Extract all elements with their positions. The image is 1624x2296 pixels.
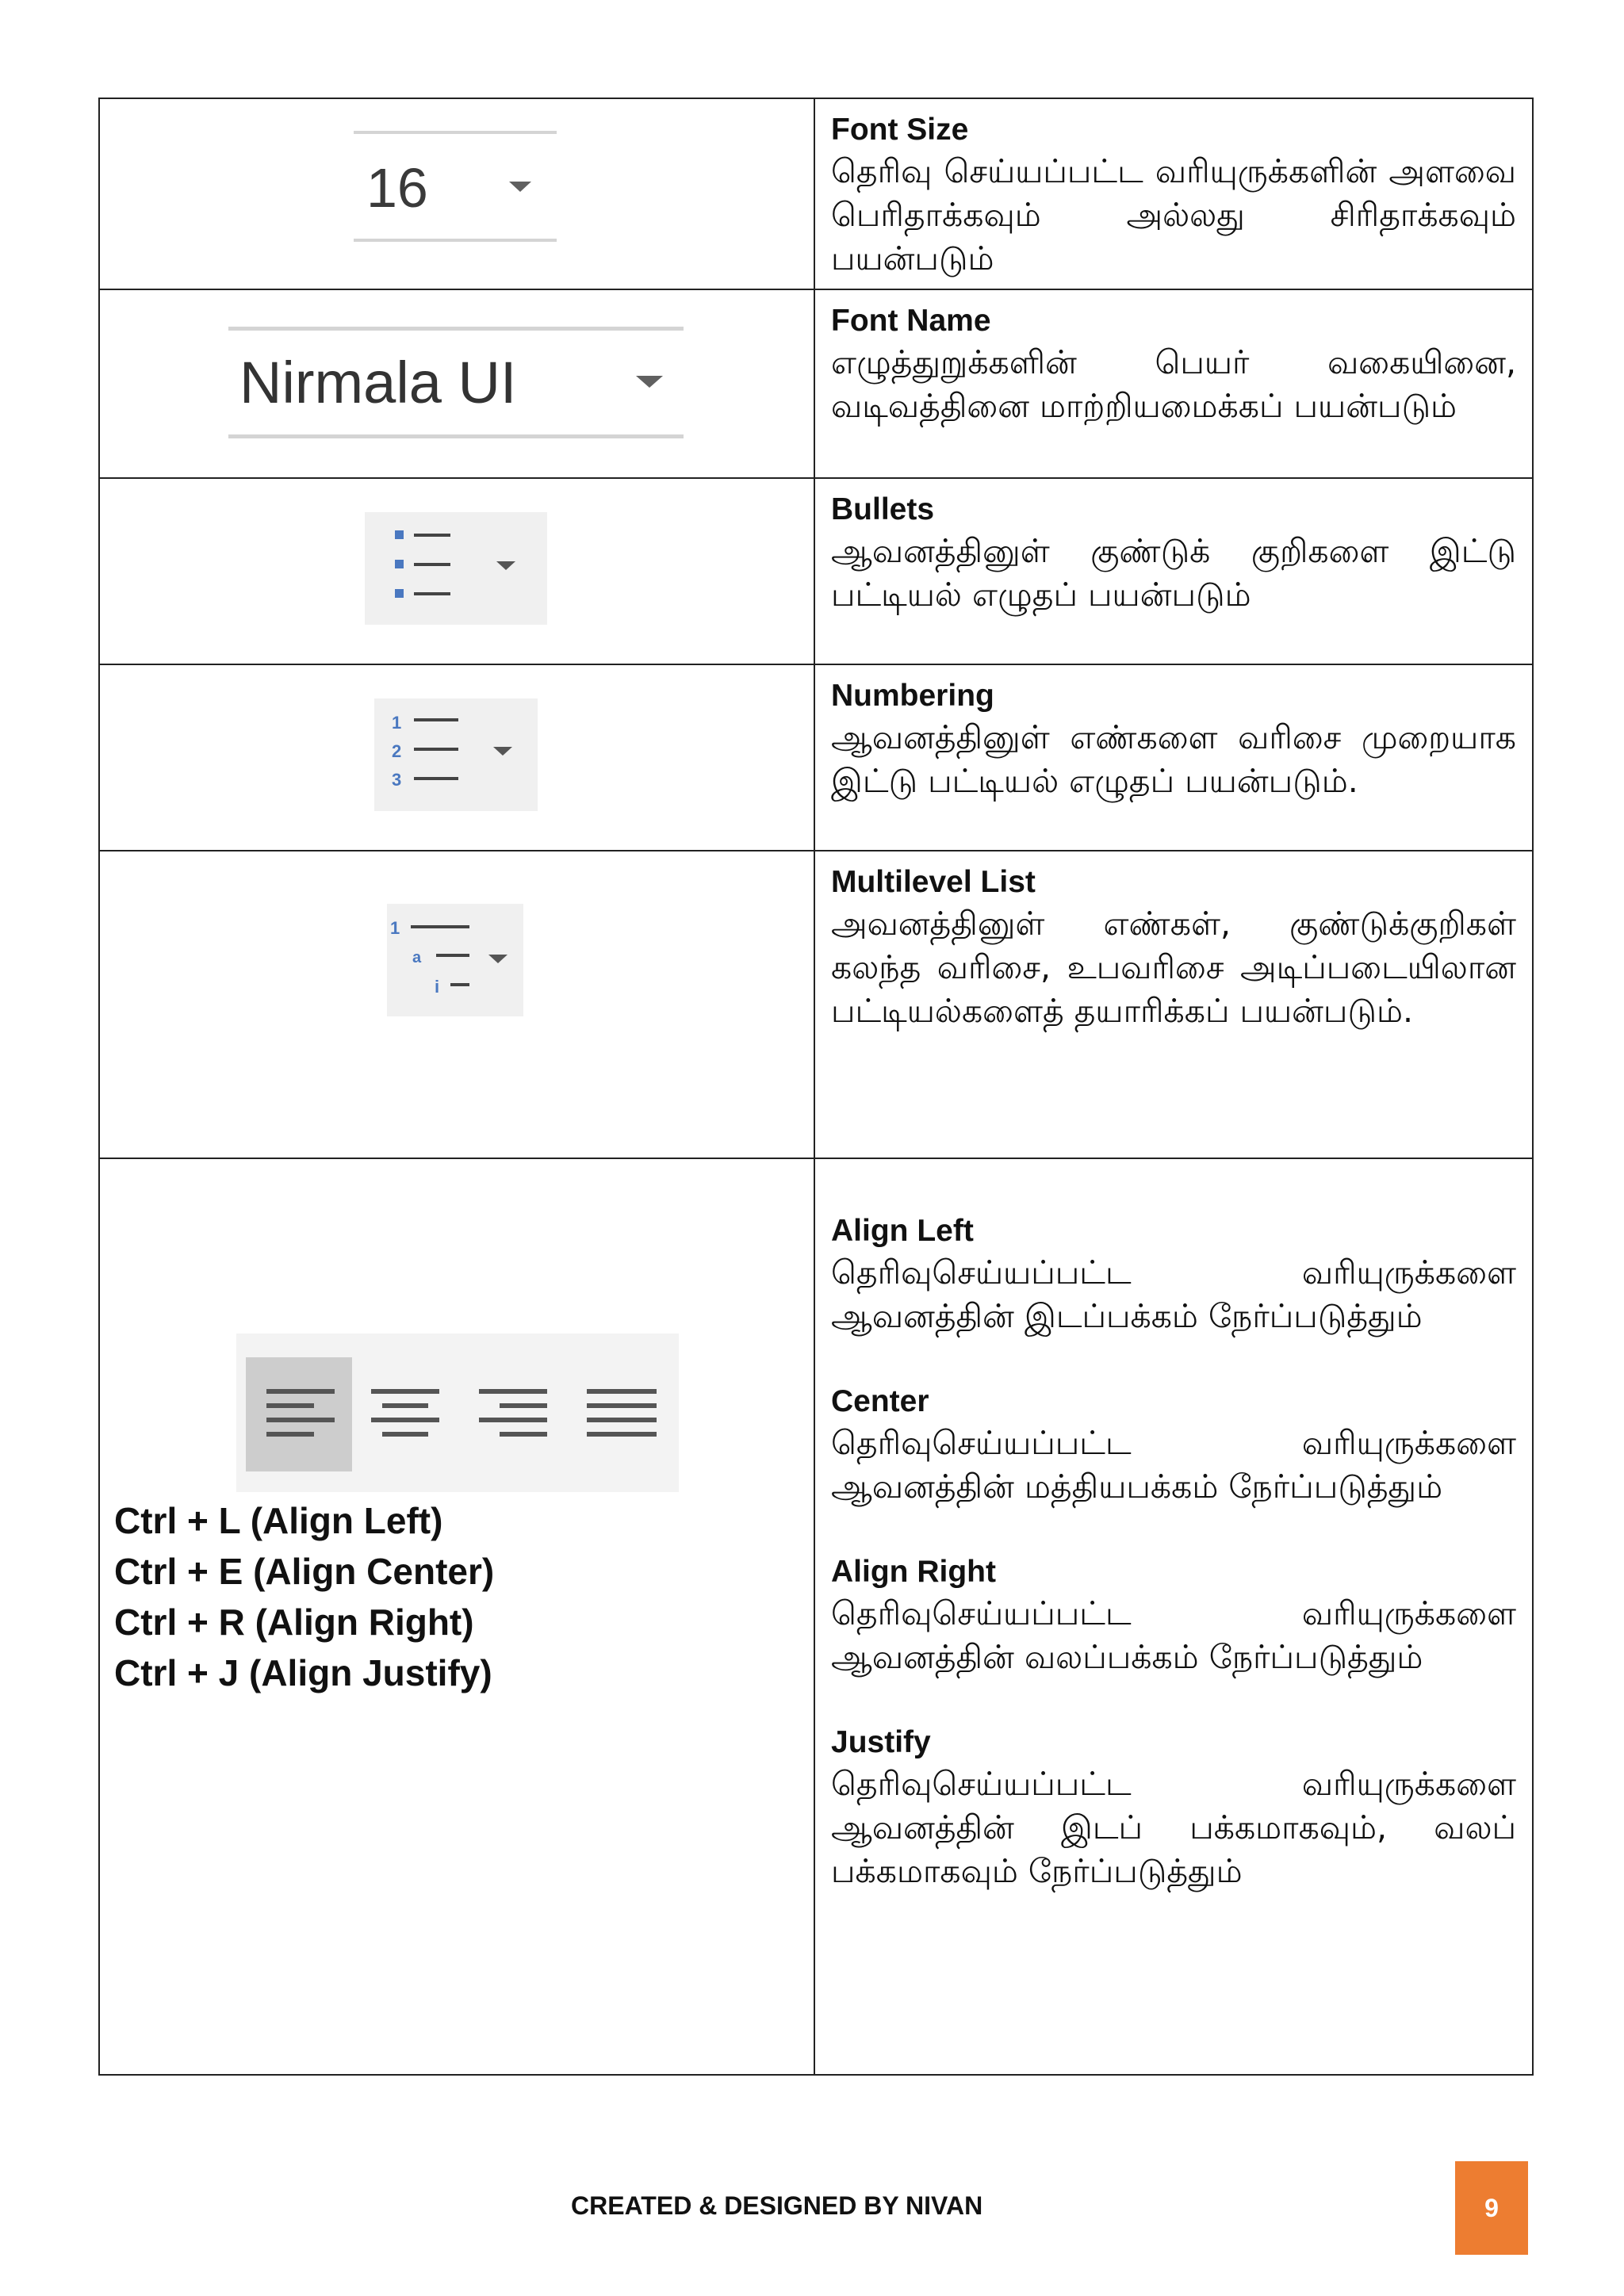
align-right-button[interactable] <box>462 1357 568 1471</box>
align-left-icon <box>246 1357 352 1471</box>
row-description: ஆவனத்தினுள் குண்டுக் குறிகளை இட்டு பட்டியல் எழுதப் பயன்படும் <box>831 532 1516 614</box>
table-row <box>99 1158 1533 2075</box>
svg-text:1: 1 <box>392 713 402 733</box>
justify-button[interactable] <box>569 1357 676 1471</box>
align-left-description: தெரிவுசெய்யப்பட்ட வரியுருக்களை ஆவனத்தின் இடப்பக்கம் நேர்ப்படுத்தும் <box>831 1253 1516 1335</box>
center-description: தெரிவுசெய்யப்பட்ட வரியுருக்களை ஆவனத்தின் மத்தியபக்கம் நேர்ப்படுத்தும் <box>831 1424 1516 1506</box>
svg-text:a: a <box>412 949 422 966</box>
row-description: அவனத்தினுள் எண்கள், குண்டுக்குறிகள் கலந்த வரிசை, உபவரிசை அடிப்படையிலான பட்டியல்களைத் தயாரிக்கப் பயன்படும். <box>831 905 1516 1030</box>
svg-text:1: 1 <box>390 918 400 938</box>
multilevel-list-icon[interactable] <box>387 904 523 1016</box>
row-title: Font Size <box>831 113 969 147</box>
footer-credit: CREATED & DESIGNED BY NIVAN <box>571 2191 983 2220</box>
page-number: 9 <box>1455 2161 1528 2255</box>
formatting-table <box>98 98 1534 2076</box>
bullets-icon[interactable] <box>365 512 547 625</box>
align-center-button[interactable] <box>354 1357 460 1471</box>
align-right-icon <box>462 1357 568 1471</box>
align-right-description: தெரிவுசெய்யப்பட்ட வரியுருக்களை ஆவனத்தின் வலப்பக்கம் நேர்ப்படுத்தும் <box>831 1594 1516 1676</box>
align-left-title: Align Left <box>831 1214 974 1248</box>
align-left-button[interactable] <box>246 1357 352 1471</box>
row-description: தெரிவு செய்யப்பட்ட வரியுருக்களின் அளவை பெரிதாக்கவும் அல்லது சிரிதாக்கவும் பயன்படும் <box>831 152 1516 277</box>
justify-description: தெரிவுசெய்யப்பட்ட வரியுருக்களை ஆவனத்தின் இடப் பக்கமாகவும், வலப் பக்கமாகவும் நேர்ப்படுத்தும் <box>831 1765 1516 1890</box>
shortcut-align-left: Ctrl + L (Align Left) <box>114 1500 443 1541</box>
table-row <box>99 289 1533 478</box>
row-title: Font Name <box>831 304 991 338</box>
font-name-value: Nirmala UI <box>239 350 517 415</box>
chevron-down-icon <box>509 182 531 192</box>
chevron-down-icon <box>636 376 663 388</box>
table-row <box>99 478 1533 664</box>
font-size-dropdown[interactable] <box>354 131 557 242</box>
shortcut-align-center: Ctrl + E (Align Center) <box>114 1551 495 1592</box>
row-title: Numbering <box>831 679 994 713</box>
row-title: Bullets <box>831 492 935 526</box>
table-row <box>99 98 1533 289</box>
svg-text:2: 2 <box>392 741 402 761</box>
alignment-toolbar <box>236 1334 679 1492</box>
justify-title: Justify <box>831 1725 931 1759</box>
table-row <box>99 851 1533 1158</box>
font-name-dropdown[interactable] <box>228 327 684 446</box>
row-description: எழுத்துறுக்களின் பெயர் வகையினை, வடிவத்தினை மாற்றியமைக்கப் பயன்படும் <box>831 343 1516 425</box>
shortcut-align-right: Ctrl + R (Align Right) <box>114 1601 474 1643</box>
align-center-icon <box>354 1357 460 1471</box>
row-title: Multilevel List <box>831 865 1036 899</box>
font-size-value: 16 <box>366 157 428 219</box>
row-description: ஆவனத்தினுள் எண்களை வரிசை முறையாக இட்டு பட்டியல் எழுதப் பயன்படும். <box>831 718 1516 800</box>
table-row <box>99 664 1533 851</box>
shortcut-align-justify: Ctrl + J (Align Justify) <box>114 1652 492 1693</box>
svg-text:3: 3 <box>392 770 402 790</box>
justify-icon <box>569 1357 676 1471</box>
align-right-title: Align Right <box>831 1555 996 1589</box>
center-title: Center <box>831 1384 929 1418</box>
keyboard-shortcuts <box>114 1495 494 1698</box>
numbering-icon[interactable] <box>374 698 538 811</box>
svg-text:i: i <box>435 977 440 997</box>
